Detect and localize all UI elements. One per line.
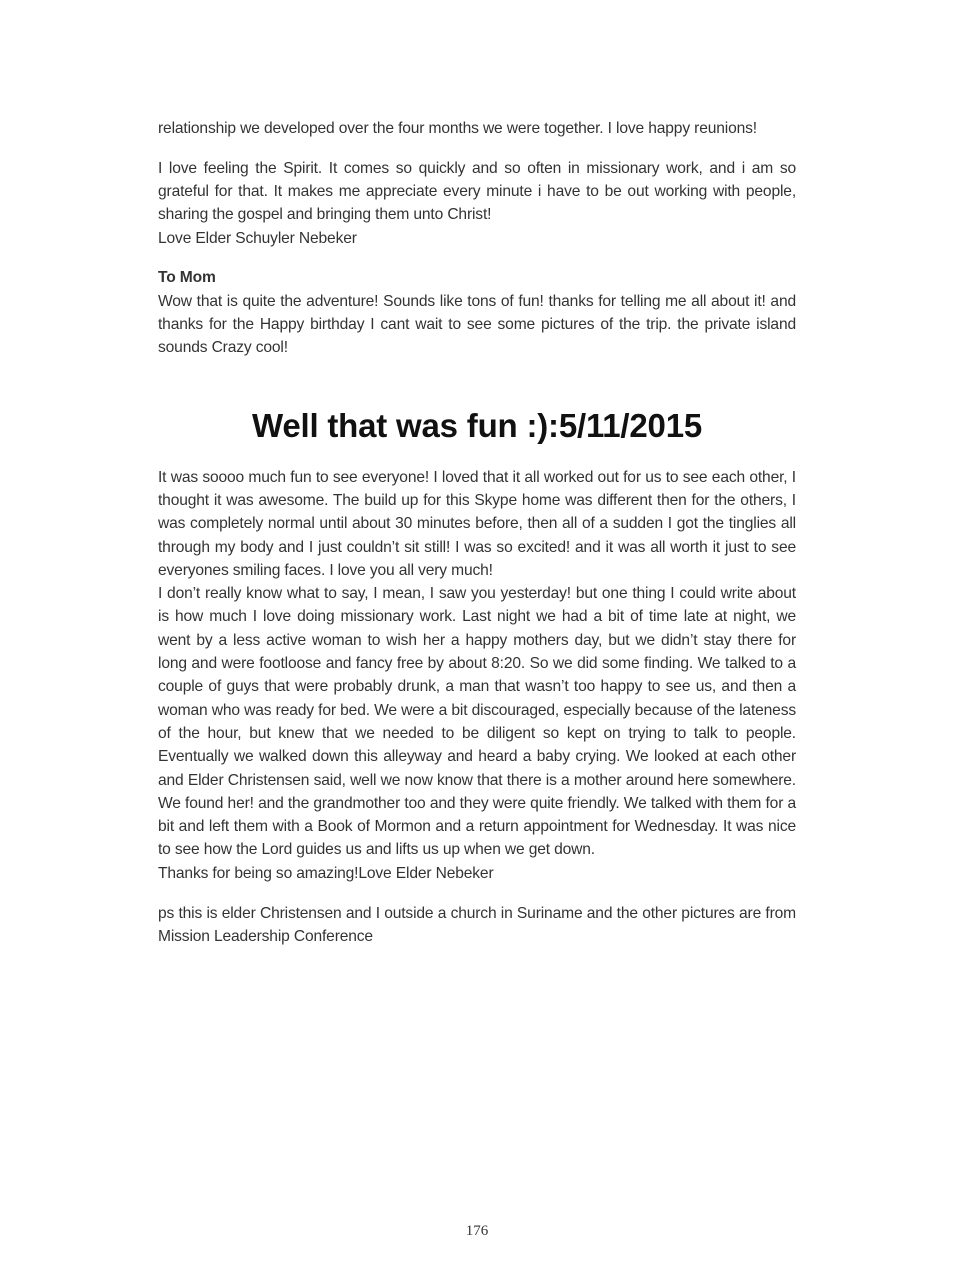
- signoff-text: Love Elder Schuyler Nebeker: [158, 229, 357, 247]
- body-text: relationship we developed over the four months we were together. I love happy reunions!: [158, 120, 757, 137]
- section-heading-to-mom: To Mom: [158, 269, 216, 287]
- page-number: 176: [465, 1223, 489, 1239]
- ps-paragraph: [158, 902, 796, 949]
- to-mom-paragraph: [158, 290, 796, 360]
- chapter-title: Well that was fun :):5/11/2015: [251, 406, 703, 444]
- intro-paragraph-1: [158, 117, 796, 140]
- body-text: It was soooo much fun to see everyone! I loved that it all worked out for us to see each other, I thought it was awesome. The build up for this Skype home was different then for the others, I was completely normal until about 30 minutes before, then all of a sudden I got the tinglies all through my body and I just couldn’t sit still! I was so excited! and it was all worth it just to see everyones smiling faces. I love you all very much!: [158, 468, 796, 579]
- signoff-text: Thanks for being so amazing!Love Elder Nebeker: [158, 864, 494, 882]
- page-content: [158, 117, 796, 965]
- body-text: I love feeling the Spirit. It comes so quickly and so often in missionary work, and i am so grateful for that. It makes me appreciate every minute i have to be out working with people, sharing the gospel and bringing them unto Christ!: [158, 159, 796, 224]
- body-text: Wow that is quite the adventure! Sounds like tons of fun! thanks for telling me all about it! and thanks for the Happy birthday I cant wait to see some pictures of the trip. the private island sounds Crazy cool!: [158, 292, 796, 357]
- body-text: ps this is elder Christensen and I outside a church in Suriname and the other pictures are from Mission Leadership Conference: [158, 904, 796, 945]
- intro-paragraph-2-group: [158, 157, 796, 250]
- chapter-body-group: [158, 466, 796, 885]
- body-text: I don’t really know what to say, I mean, I saw you yesterday! but one thing I could write about is how much I love doing missionary work. Last night we had a bit of time late at night, we went by a less active woman to wish her a happy mothers day, but we didn’t stay there for long and were footloose and fancy free by about 8:20. So we did some finding. We talked to a couple of guys that were probably drunk, a man that wasn’t too happy to see us, and then a woman who was ready for bed. We were a bit discouraged, especially because of the lateness of the hour, but knew that we needed to be diligent so kept on trying to talk to people. Eventually we walked down this alleyway and heard a baby crying. We looked at each other and Elder Christensen said, well we now know that there is a mother around here somewhere. We found her! and the grandmother too and they were quite friendly. We talked with them for a bit and left them with a Book of Mormon and a return appointment for Wednesday. It was nice to see how the Lord guides us and lifts us up when we get down.: [158, 585, 796, 859]
